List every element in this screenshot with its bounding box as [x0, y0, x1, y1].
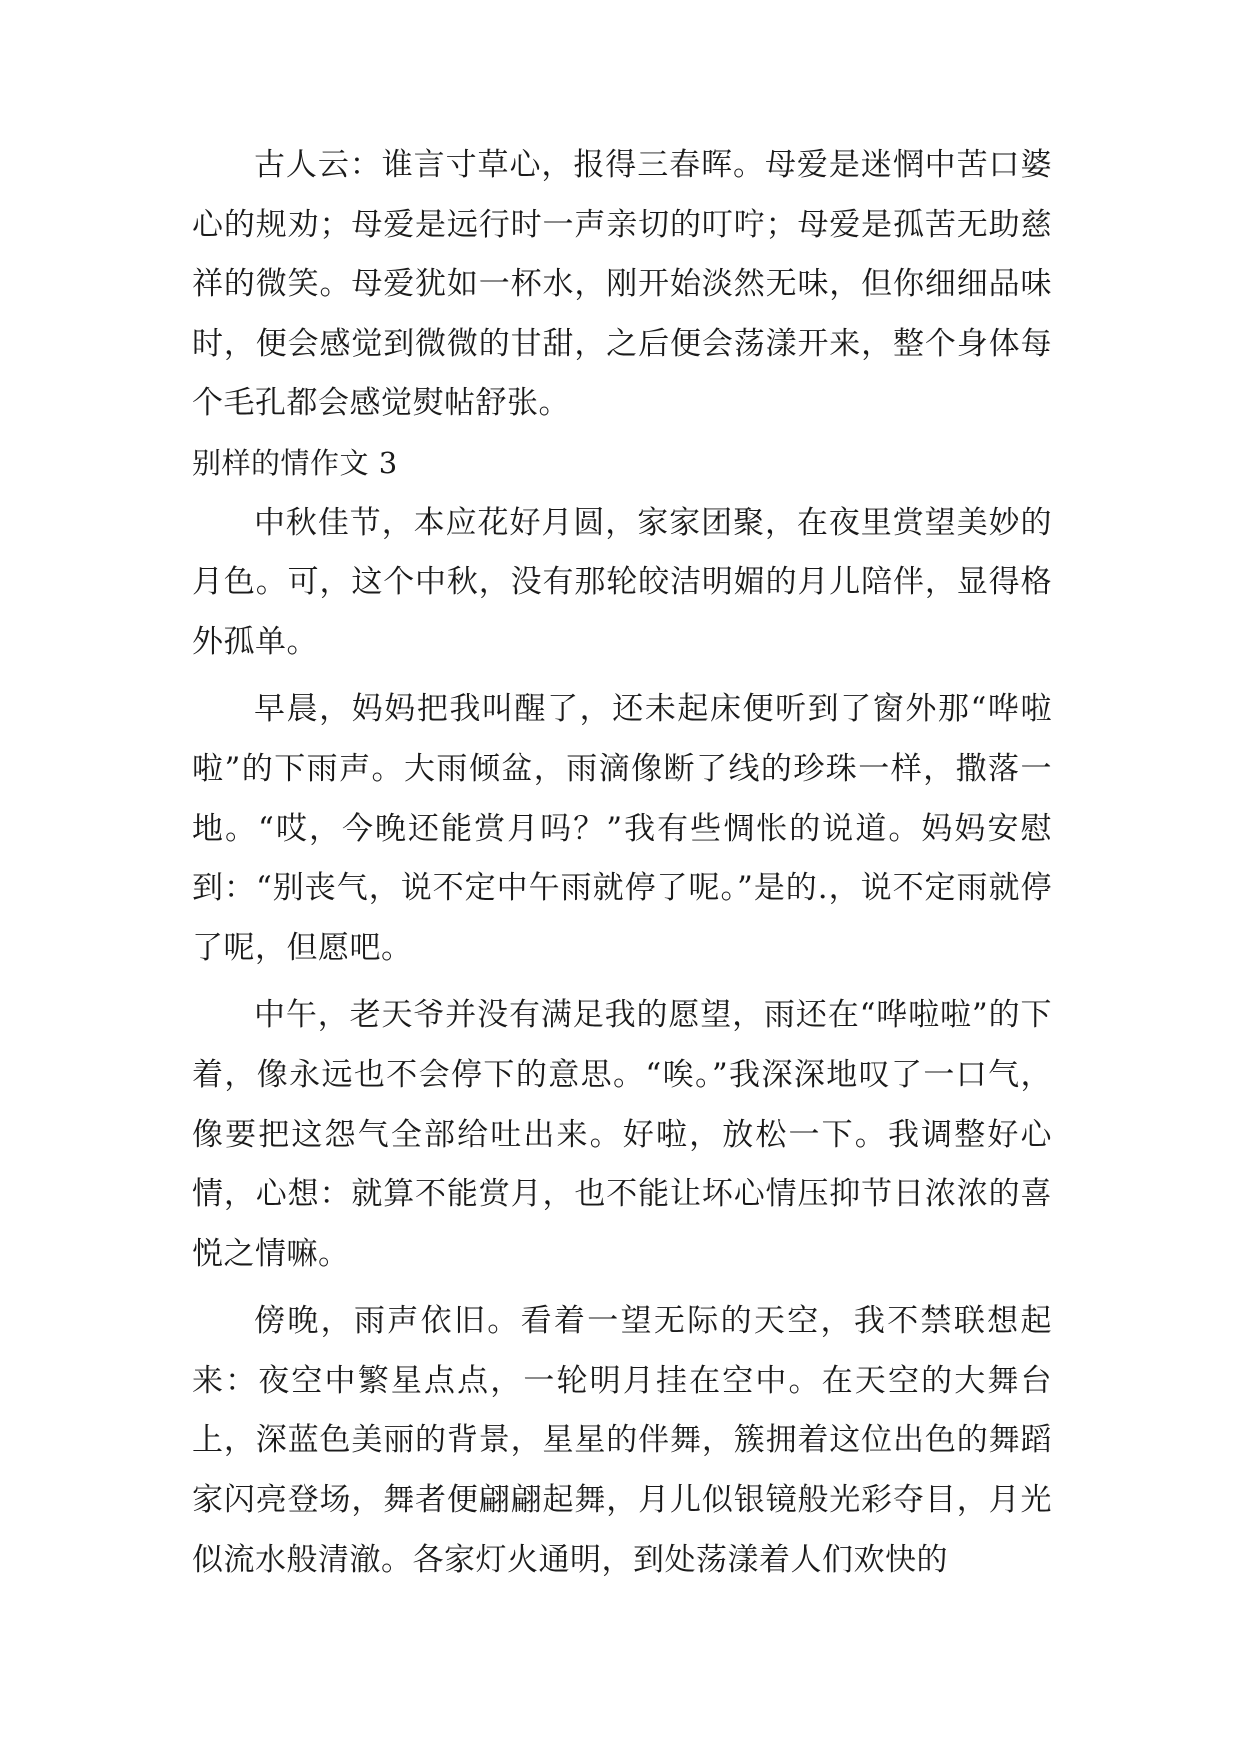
paragraph-mother-love: 古人云：谁言寸草心，报得三春晖。母爱是迷惘中苦口婆心的规劝；母爱是远行时一声亲切的叮咛；母爱是孤苦无助慈祥的微笑。母爱犹如一杯水，刚开始淡然无味，但你细细品味时，便会感觉到微微的甘甜，之后便会荡漾开来，整个身体每个毛孔都会感觉熨帖舒张。: [192, 147, 1052, 422]
paragraph-noon: 中午，老天爷并没有满足我的愿望，雨还在“哗啦啦”的下着，像永远也不会停下的意思。“唉。”我深深地叹了一口气，像要把这怨气全部给吐出来。好啦，放松一下。我调整好心情，心想：就算不能赏月，也不能让坏心情压抑节日浓浓的喜悦之情嘛。: [192, 997, 1052, 1272]
paragraph-mid-autumn: 中秋佳节，本应花好月圆，家家团聚，在夜里赏望美妙的月色。可，这个中秋，没有那轮皎洁明媚的月儿陪伴，显得格外孤单。: [192, 504, 1052, 660]
paragraph-evening: 傍晚，雨声依旧。看着一望无际的天空，我不禁联想起来：夜空中繁星点点，一轮明月挂在空中。在天空的大舞台上，深蓝色美丽的背景，星星的伴舞，簇拥着这位出色的舞蹈家闪亮登场，舞者便翩翩起舞，月儿似银镜般光彩夺目，月光似流水般清澈。各家灯火通明，到处荡漾着人们欢快的: [192, 1303, 1052, 1578]
essay-heading: 别样的情作文 3: [192, 445, 398, 480]
paragraph-morning: 早晨，妈妈把我叫醒了，还未起床便听到了窗外那“哗啦啦”的下雨声。大雨倾盆，雨滴像断了线的珍珠一样，撒落一地。“哎，今晚还能赏月吗？”我有些惆怅的说道。妈妈安慰到：“别丧气，说不定中午雨就停了呢。”是的.，说不定雨就停了呢，但愿吧。: [192, 691, 1052, 966]
document-body: [192, 136, 1052, 1590]
